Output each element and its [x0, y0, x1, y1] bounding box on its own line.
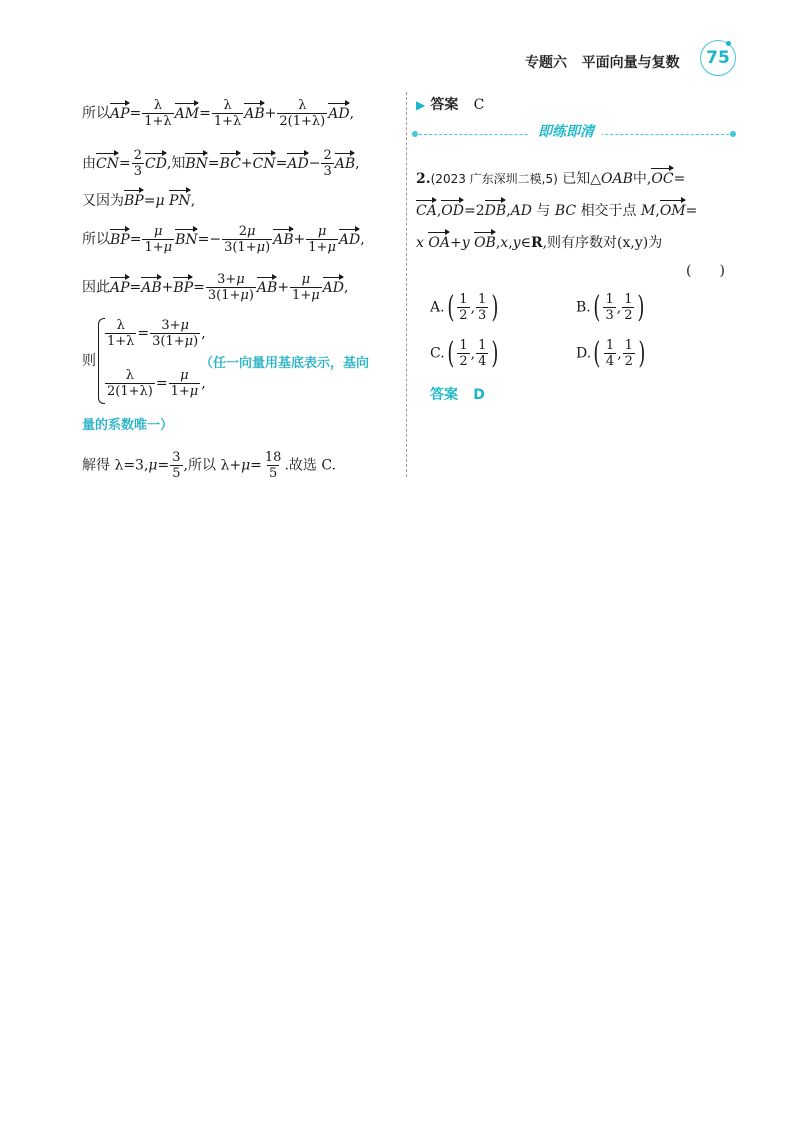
- option-label: A.: [430, 299, 445, 316]
- problem-line-2: CA,OD=2DB,AD 与 BC 相交于点 M,OM=: [416, 203, 698, 219]
- text: 相交于点: [580, 203, 637, 219]
- text: 由: [82, 155, 96, 172]
- topic-label: 平面向量与复数: [581, 55, 680, 71]
- den: 3: [605, 308, 614, 323]
- chapter-label: 专题六: [525, 55, 567, 71]
- column-divider: [406, 92, 407, 477]
- note-line-1: （任一向量用基底表示，基向: [200, 356, 370, 371]
- answer-value: C: [473, 97, 485, 113]
- solution-line-final: 解得 λ=3,μ= $\frac{3}{5}$ ,所以 λ+μ= $\frac{18}{5}$ .故选 C.: [82, 450, 337, 481]
- text: 已知△: [562, 171, 602, 187]
- text: 知: [171, 155, 186, 172]
- section-dot-right: [730, 131, 736, 137]
- system-eq-2: $\frac{\lambda}{2(1+\lambda)}$ = $\frac{\mu}{1+\mu}$ ,: [107, 368, 206, 399]
- text: 因此: [82, 279, 110, 296]
- den: 2: [459, 354, 468, 369]
- option-label: C.: [430, 345, 445, 362]
- answer-1: [416, 94, 484, 114]
- den: 4: [605, 354, 615, 369]
- answer-2: [430, 384, 485, 404]
- option-a[interactable]: A. ( $\frac{1}{2}$ , $\frac{1}{3}$ ): [430, 289, 499, 325]
- text: 则有序数对(x,y)为: [547, 235, 663, 251]
- answer-label: 答案: [430, 97, 459, 113]
- solution-line-5: 因此AP=AB+BP= $\frac{3+\mu}{3(1+\mu)}$ AB+ $\frac{\mu}{1+\mu}$ AD,: [82, 272, 349, 303]
- section-dot-left: [412, 131, 418, 137]
- system-prefix: [82, 352, 96, 370]
- option-b[interactable]: B. ( $\frac{1}{3}$ , $\frac{1}{2}$ ): [576, 289, 645, 325]
- answer-blank: ( ): [686, 263, 725, 279]
- text: 解得: [82, 457, 110, 474]
- answer2-label: 答案: [430, 387, 458, 403]
- solution-line-4: 所以BP= $\frac{\mu}{1+\mu}$ BN=− $\frac{2\mu}{3(1+\mu)}$ AB+ $\frac{\mu}{1+\mu}$ AD,: [82, 224, 365, 255]
- num: 1: [478, 338, 487, 353]
- text: 又因为: [82, 193, 124, 209]
- den: 2: [624, 308, 633, 323]
- triangle-name: OAB: [601, 171, 633, 187]
- problem-source: (2023 广东深圳二模,5): [430, 172, 558, 186]
- option-label: D.: [576, 345, 592, 362]
- page-number: 75: [700, 40, 736, 76]
- num: 1: [605, 338, 615, 353]
- section-title: 即练即清: [530, 121, 602, 141]
- den: 3: [478, 308, 487, 323]
- den: 2: [459, 308, 468, 323]
- num: 1: [624, 338, 633, 353]
- den: 2: [624, 354, 633, 369]
- num: 1: [478, 292, 487, 307]
- text: 故选 C.: [288, 457, 337, 474]
- option-label: B.: [576, 299, 591, 316]
- note-line-2: 量的系数唯一）: [82, 418, 174, 433]
- system-eq-1: $\frac{\lambda}{1+\lambda}$ = $\frac{3+\mu}{3(1+\mu)}$ ,: [107, 318, 206, 349]
- solution-line-3: 又因为BP=μ PN,: [82, 193, 196, 209]
- text: 与: [536, 203, 551, 219]
- text: 所以: [188, 457, 216, 474]
- option-d[interactable]: D. ( $\frac{1}{4}$ , $\frac{1}{2}$ ): [576, 335, 646, 371]
- text: 中,: [632, 171, 652, 187]
- text: 则: [82, 353, 96, 369]
- section-header: [414, 124, 734, 141]
- play-icon: ▶: [416, 98, 426, 112]
- chapter-title: [525, 52, 680, 72]
- num: 1: [605, 292, 614, 307]
- problem-line-3: x OA+y OB,x,y∈R,则有序数对(x,y)为: [416, 235, 663, 251]
- problem-line-1: 2.(2023 广东深圳二模,5) 已知△OAB中,OC=: [416, 171, 686, 187]
- page-dot-icon: [726, 41, 731, 46]
- text: 所以: [82, 231, 110, 248]
- num: 1: [459, 292, 468, 307]
- num: 1: [459, 338, 468, 353]
- text: 所以: [82, 105, 110, 122]
- den: 4: [478, 354, 487, 369]
- option-c[interactable]: C. ( $\frac{1}{2}$ , $\frac{1}{4}$ ): [430, 335, 499, 371]
- solution-line-2: 由CN= $\frac{2}{3}$ CD,知BN=BC+CN=AD− $\frac{2}{3}$ AB,: [82, 148, 360, 179]
- problem-number: 2.: [416, 171, 431, 187]
- solution-line-1: 所以AP= $\frac{\lambda}{1+\lambda}$ AM= $\frac{\lambda}{1+\lambda}$ AB+ $\frac{\lambda}{2(1+\lambda)}$ AD,: [82, 98, 355, 129]
- num: 1: [624, 292, 633, 307]
- answer2-value: D: [473, 387, 485, 403]
